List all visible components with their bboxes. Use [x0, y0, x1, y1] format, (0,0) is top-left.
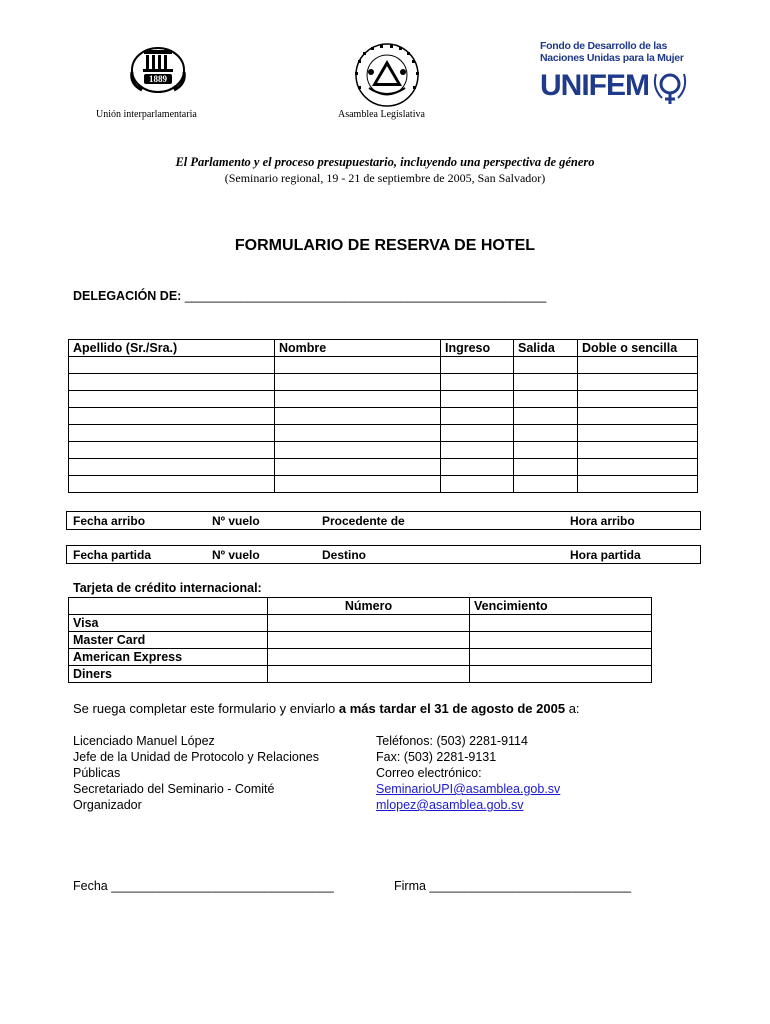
- table-cell[interactable]: [470, 666, 652, 683]
- instructions-suffix: a:: [565, 701, 580, 716]
- guest-table: [68, 339, 698, 493]
- credit-card-label: Tarjeta de crédito internacional:: [73, 581, 262, 595]
- table-cell[interactable]: [470, 649, 652, 666]
- table-cell[interactable]: [514, 476, 578, 493]
- unifem-wordmark: UNIFEM: [540, 69, 649, 102]
- table-row: [69, 666, 652, 683]
- table-cell[interactable]: [275, 476, 441, 493]
- table-cell[interactable]: [268, 666, 470, 683]
- fecha-partida-label: Fecha partida: [73, 548, 152, 562]
- table-row: [69, 391, 698, 408]
- fecha-label: Fecha: [73, 879, 108, 893]
- table-row: [69, 476, 698, 493]
- table-cell[interactable]: [578, 425, 698, 442]
- vuelo-arribo-label: Nº vuelo: [212, 514, 260, 528]
- table-cell[interactable]: [578, 391, 698, 408]
- table-row: [69, 374, 698, 391]
- table-cell[interactable]: [441, 425, 514, 442]
- contact-org-1: Secretariado del Seminario - Comité: [73, 782, 275, 796]
- ipu-caption: Unión interparlamentaria: [96, 109, 197, 120]
- fecha-arribo-label: Fecha arribo: [73, 514, 146, 528]
- table-cell[interactable]: [275, 391, 441, 408]
- table-cell[interactable]: [69, 459, 275, 476]
- table-cell[interactable]: [514, 391, 578, 408]
- table-cell[interactable]: [514, 357, 578, 374]
- table-cell[interactable]: [69, 374, 275, 391]
- unifem-line1: Fondo de Desarrollo de las: [540, 40, 667, 52]
- table-cell: [69, 598, 268, 615]
- departure-row[interactable]: [66, 545, 701, 564]
- col-nombre: Nombre: [275, 340, 441, 357]
- hora-arribo-label: Hora arribo: [570, 514, 635, 528]
- table-row: [69, 357, 698, 374]
- instructions: [73, 701, 580, 717]
- col-doble-sencilla: Doble o sencilla: [578, 340, 698, 357]
- table-cell[interactable]: [578, 374, 698, 391]
- instructions-deadline: a más tardar el 31 de agosto de 2005: [338, 701, 566, 716]
- asamblea-seal: [350, 42, 424, 108]
- firma-label: Firma: [394, 879, 426, 893]
- seminar-details: (Seminario regional, 19 - 21 de septiembre de 2005, San Salvador): [224, 171, 546, 185]
- table-cell[interactable]: [441, 442, 514, 459]
- table-row: [69, 598, 652, 615]
- guest-table-header: [69, 340, 698, 357]
- table-cell[interactable]: [514, 408, 578, 425]
- table-row: [69, 649, 652, 666]
- card-mastercard: Master Card: [69, 632, 268, 649]
- fecha-field[interactable]: ________________________________: [111, 879, 334, 893]
- contact-org-2: Organizador: [73, 798, 142, 812]
- unifem-logo: [540, 40, 690, 110]
- table-cell[interactable]: [578, 442, 698, 459]
- table-cell[interactable]: [268, 632, 470, 649]
- table-cell[interactable]: [441, 476, 514, 493]
- table-cell[interactable]: [441, 391, 514, 408]
- table-cell[interactable]: [69, 425, 275, 442]
- contact-name: Licenciado Manuel López: [73, 734, 215, 748]
- unifem-line2: Naciones Unidas para la Mujer: [540, 52, 684, 64]
- table-cell[interactable]: [578, 476, 698, 493]
- destino-label: Destino: [322, 548, 367, 562]
- table-row: [69, 408, 698, 425]
- table-cell[interactable]: [441, 357, 514, 374]
- fecha-signature-row: [73, 878, 334, 894]
- table-cell[interactable]: [69, 442, 275, 459]
- table-cell[interactable]: [275, 374, 441, 391]
- telefonos: Teléfonos: (503) 2281-9114: [376, 734, 528, 748]
- table-cell[interactable]: [268, 615, 470, 632]
- fax: Fax: (503) 2281-9131: [376, 750, 497, 764]
- table-cell[interactable]: [470, 615, 652, 632]
- email-link-mlopez[interactable]: mlopez@asamblea.gob.sv: [376, 798, 524, 812]
- delegacion-field[interactable]: ____________________________________________________: [184, 289, 547, 303]
- firma-signature-row: [394, 878, 631, 894]
- table-cell[interactable]: [514, 442, 578, 459]
- table-row: [69, 459, 698, 476]
- contact-right: [376, 733, 676, 813]
- delegacion-row: [73, 289, 546, 303]
- procedente-label: Procedente de: [322, 514, 405, 528]
- col-salida: Salida: [514, 340, 578, 357]
- instructions-prefix: Se ruega completar este formulario y enviarlo: [73, 701, 339, 716]
- un-wreath-icon: [650, 66, 690, 106]
- table-cell[interactable]: [275, 357, 441, 374]
- table-cell[interactable]: [275, 459, 441, 476]
- table-cell[interactable]: [578, 357, 698, 374]
- contact-role-1: Jefe de la Unidad de Protocolo y Relaciones: [73, 750, 319, 764]
- card-amex: American Express: [69, 649, 268, 666]
- table-cell[interactable]: [441, 408, 514, 425]
- table-cell[interactable]: [578, 408, 698, 425]
- email-link-seminario[interactable]: SeminarioUPI@asamblea.gob.sv: [376, 782, 561, 796]
- table-row: [69, 425, 698, 442]
- table-cell[interactable]: [470, 632, 652, 649]
- ipu-year: 1889: [149, 74, 167, 84]
- col-ingreso: Ingreso: [441, 340, 514, 357]
- table-cell[interactable]: [69, 357, 275, 374]
- card-visa: Visa: [69, 615, 268, 632]
- hora-partida-label: Hora partida: [570, 548, 641, 562]
- table-cell[interactable]: [275, 408, 441, 425]
- table-cell[interactable]: [275, 425, 441, 442]
- seminar-subtitle: El Parlamento y el proceso presupuestario, incluyendo una perspectiva de género: [175, 155, 595, 169]
- contact-left: [73, 733, 343, 813]
- table-cell[interactable]: [69, 476, 275, 493]
- table-cell[interactable]: [514, 459, 578, 476]
- table-cell[interactable]: [268, 649, 470, 666]
- col-apellido: Apellido (Sr./Sra.): [69, 340, 275, 357]
- ipu-emblem-icon: [126, 42, 190, 96]
- table-row: [69, 615, 652, 632]
- ipu-logo: [126, 42, 190, 96]
- table-cell[interactable]: [578, 459, 698, 476]
- delegacion-label: DELEGACIÓN DE:: [73, 289, 182, 303]
- table-row: [69, 442, 698, 459]
- credit-card-table: [68, 597, 652, 683]
- table-cell[interactable]: [441, 374, 514, 391]
- coat-of-arms-icon: [350, 42, 424, 108]
- table-cell[interactable]: [514, 425, 578, 442]
- table-cell[interactable]: [69, 408, 275, 425]
- col-vencimiento: Vencimiento: [470, 598, 652, 615]
- table-cell[interactable]: [69, 391, 275, 408]
- table-cell[interactable]: [441, 459, 514, 476]
- arrival-row[interactable]: [66, 511, 701, 530]
- correo-label: Correo electrónico:: [376, 766, 482, 780]
- firma-field[interactable]: _____________________________: [429, 879, 632, 893]
- page-title: FORMULARIO DE RESERVA DE HOTEL: [234, 237, 536, 254]
- table-cell[interactable]: [275, 442, 441, 459]
- asamblea-caption: Asamblea Legislativa: [338, 109, 425, 120]
- contact-role-2: Públicas: [73, 766, 121, 780]
- col-numero: Número: [268, 598, 470, 615]
- table-cell[interactable]: [514, 374, 578, 391]
- card-diners: Diners: [69, 666, 268, 683]
- vuelo-partida-label: Nº vuelo: [212, 548, 260, 562]
- table-row: [69, 632, 652, 649]
